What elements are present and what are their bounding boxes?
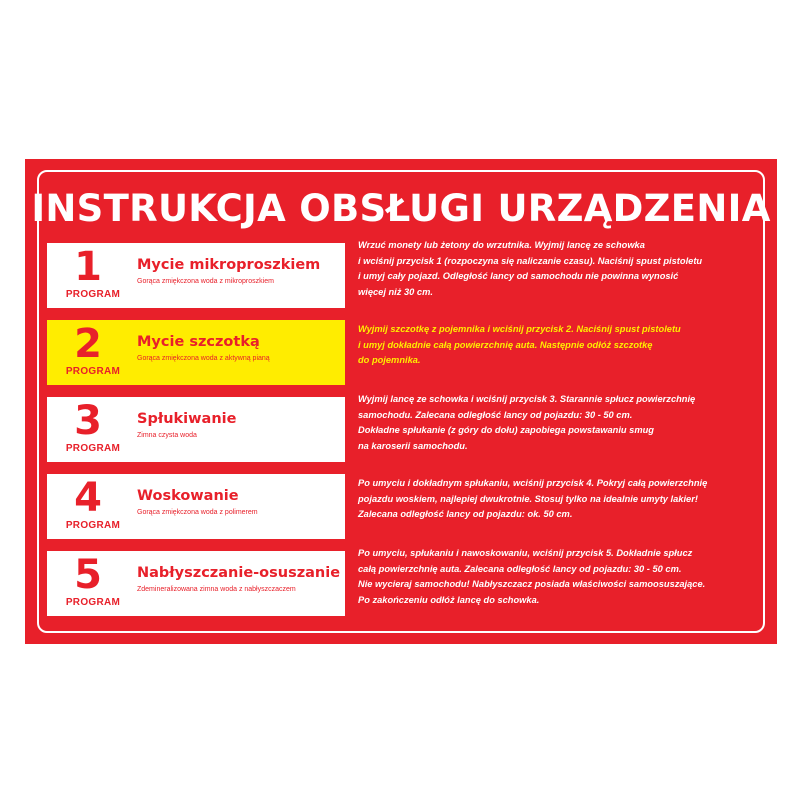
program-number: 1 bbox=[74, 244, 102, 290]
program-number: 3 bbox=[74, 398, 102, 444]
program-row-4 bbox=[47, 474, 776, 539]
program-card-5 bbox=[47, 551, 345, 616]
program-label: PROGRAM bbox=[65, 597, 121, 608]
program-card-4 bbox=[47, 474, 345, 539]
program-label: PROGRAM bbox=[65, 289, 121, 300]
program-name: Nabłyszczanie-osuszanie bbox=[137, 565, 341, 581]
program-subtitle: Zimna czysta woda bbox=[137, 432, 197, 439]
description-line: całą powierzchnię auta. Zalecana odległość lancy od pojazdu: 30 - 50 cm. bbox=[358, 563, 682, 574]
program-description bbox=[358, 392, 778, 454]
description-line: i umyj dokładnie całą powierzchnię auta. Następnie odłóż szczotkę bbox=[358, 339, 653, 350]
description-line: Wyjmij szczotkę z pojemnika i wciśnij przycisk 2. Naciśnij spust pistoletu bbox=[358, 324, 681, 334]
program-description bbox=[358, 546, 778, 608]
description-line: Zalecana odległość lancy od pojazdu: ok. 50 cm. bbox=[358, 509, 573, 519]
program-label: PROGRAM bbox=[65, 366, 121, 377]
description-line: Po umyciu i dokładnym spłukaniu, wciśnij przycisk 4. Pokryj całą powierzchnię bbox=[358, 478, 708, 488]
description-line: Po zakończeniu odłóż lancę do schowka. bbox=[358, 594, 540, 605]
program-subtitle: Gorąca zmiękczona woda z polimerem bbox=[137, 509, 258, 516]
program-card-3 bbox=[47, 397, 345, 462]
program-subtitle: Gorąca zmiękczona woda z aktywną pianą bbox=[137, 355, 270, 362]
description-line: Nie wycieraj samochodu! Nabłyszczacz posiada właściwości samoosuszające. bbox=[358, 579, 706, 589]
program-number: 4 bbox=[74, 475, 102, 521]
program-row-5 bbox=[47, 548, 776, 616]
program-number: 5 bbox=[74, 552, 102, 598]
instruction-sign bbox=[25, 159, 777, 644]
description-line: i wciśnij przycisk 1 (rozpoczyna się naliczanie czasu). Naciśnij spust pistoletu bbox=[358, 255, 703, 266]
program-label: PROGRAM bbox=[65, 443, 121, 454]
program-row-2 bbox=[47, 320, 776, 385]
program-row-1 bbox=[47, 240, 776, 308]
description-line: Wyjmij lancę ze schowka i wciśnij przycisk 3. Starannie spłucz powierzchnię bbox=[358, 394, 696, 404]
description-line: więcej niż 30 cm. bbox=[358, 286, 433, 297]
program-subtitle: Zdemineralizowana zimna woda z nabłyszczaczem bbox=[137, 586, 296, 593]
program-number: 2 bbox=[74, 321, 102, 367]
description-line: na karoserii samochodu. bbox=[358, 440, 468, 451]
program-card-1 bbox=[47, 243, 345, 308]
description-line: Wrzuć monety lub żetony do wrzutnika. Wyjmij lancę ze schowka bbox=[358, 240, 645, 250]
program-name: Woskowanie bbox=[137, 488, 239, 504]
program-description bbox=[358, 476, 778, 523]
description-line: Po umyciu, spłukaniu i nawoskowaniu, wciśnij przycisk 5. Dokładnie spłucz bbox=[358, 548, 693, 558]
program-name: Spłukiwanie bbox=[137, 411, 237, 427]
program-card-2 bbox=[47, 320, 345, 385]
program-label: PROGRAM bbox=[65, 520, 121, 531]
program-description bbox=[358, 238, 778, 300]
description-line: i umyj cały pojazd. Odległość lancy od samochodu nie powinna wynosić bbox=[358, 271, 679, 281]
program-name: Mycie szczotką bbox=[137, 334, 260, 350]
description-line: samochodu. Zalecana odległość lancy od pojazdu: 30 - 50 cm. bbox=[358, 409, 633, 420]
description-line: do pojemnika. bbox=[358, 355, 421, 365]
program-description bbox=[358, 322, 778, 369]
program-subtitle: Gorąca zmiękczona woda z mikroproszkiem bbox=[137, 278, 274, 285]
description-line: pojazdu woskiem, najlepiej dwukrotnie. Stosuj tylko na idealnie umyty lakier! bbox=[358, 493, 698, 504]
sign-title: INSTRUKCJA OBSŁUGI URZĄDZENIA bbox=[31, 187, 771, 230]
program-name: Mycie mikroproszkiem bbox=[137, 257, 321, 273]
program-row-3 bbox=[47, 394, 776, 462]
description-line: Dokładne spłukanie (z góry do dołu) zapobiega powstawaniu smug bbox=[358, 425, 654, 435]
